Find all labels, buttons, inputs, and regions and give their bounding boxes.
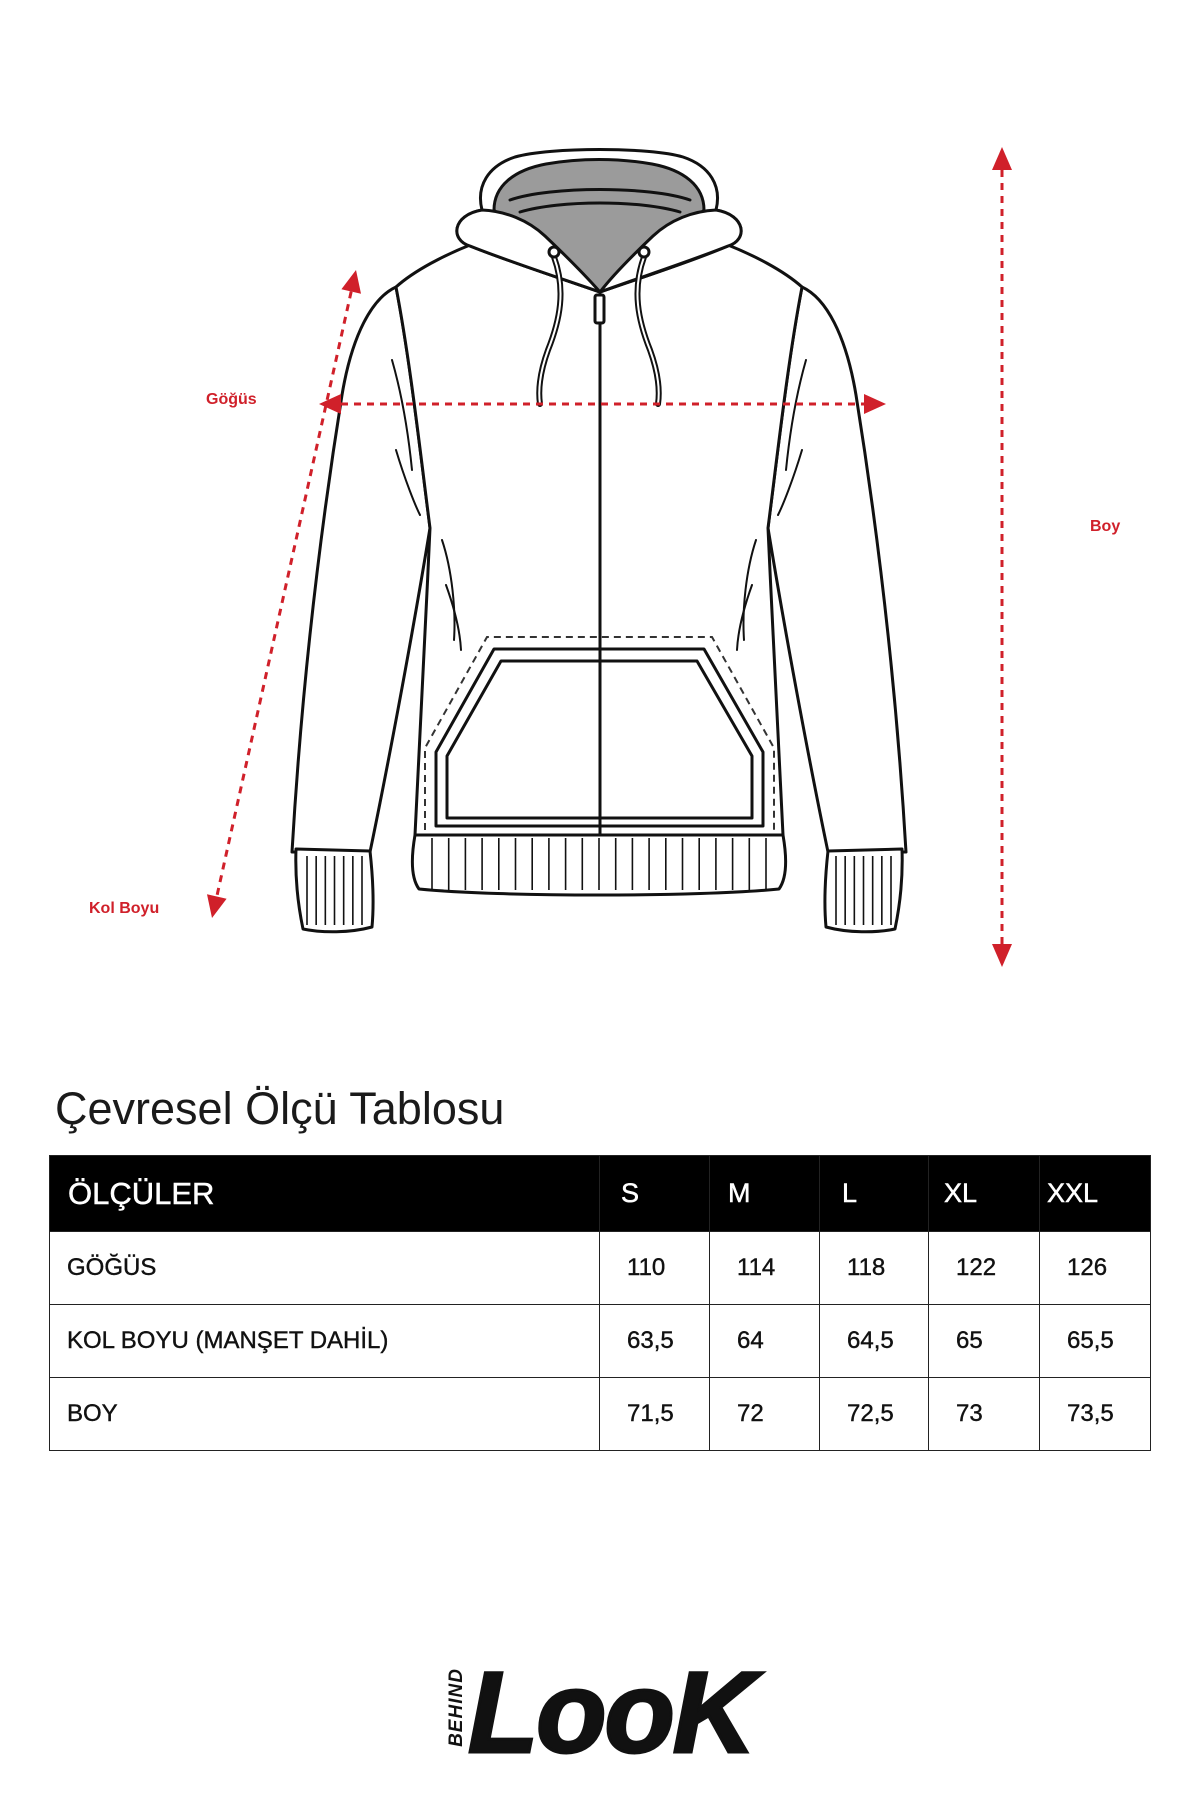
cell-value: 64 [710,1305,820,1378]
cell-value: 114 [710,1232,820,1305]
arrowhead [864,394,886,414]
arrowhead [207,894,227,918]
brand-logo [442,1649,762,1777]
arrowhead [992,147,1012,170]
cell-value: 118 [820,1232,929,1305]
header-size: XXL [1040,1156,1151,1232]
chest-label: Göğüs [206,391,257,408]
header-size: M [710,1156,820,1232]
arrowhead [319,394,341,414]
arrowhead [341,270,361,294]
size-chart-title: Çevresel Ölçü Tablosu [55,1083,505,1134]
cell-value: 72,5 [820,1378,929,1451]
table-row [50,1232,1151,1305]
cell-value: 72 [710,1378,820,1451]
cell-value: 110 [600,1232,710,1305]
header-measurements: ÖLÇÜLER [50,1156,600,1232]
zipper-pull [595,295,604,323]
brand-logo-small-text: BEHIND [446,1668,467,1747]
hoodie-illustration [292,150,906,932]
waistband-ribbing [432,838,766,890]
table-row [50,1378,1151,1451]
cell-value: 63,5 [600,1305,710,1378]
sleeve-length-label: Kol Boyu [89,900,160,917]
arrowhead [992,944,1012,967]
row-label: KOL BOYU (MANŞET DAHİL) [50,1305,600,1378]
length-label: Boy [1090,518,1121,535]
cell-value: 64,5 [820,1305,929,1378]
cell-value: 126 [1040,1232,1151,1305]
row-label: BOY [50,1378,600,1451]
cell-value: 65 [929,1305,1040,1378]
cell-value: 122 [929,1232,1040,1305]
cell-value: 65,5 [1040,1305,1151,1378]
length-measure-arrow [992,147,1012,967]
table-row [50,1305,1151,1378]
cell-value: 71,5 [600,1378,710,1451]
eyelet [549,247,559,257]
cell-value: 73,5 [1040,1378,1151,1451]
table-header-row [50,1156,1151,1232]
size-chart-table [49,1155,1151,1451]
header-size: XL [929,1156,1040,1232]
eyelet [639,247,649,257]
row-label: GÖĞÜS [50,1232,600,1305]
cell-value: 73 [929,1378,1040,1451]
header-size: S [600,1156,710,1232]
header-size: L [820,1156,929,1232]
brand-logo-main-text: LooK [468,1649,754,1777]
